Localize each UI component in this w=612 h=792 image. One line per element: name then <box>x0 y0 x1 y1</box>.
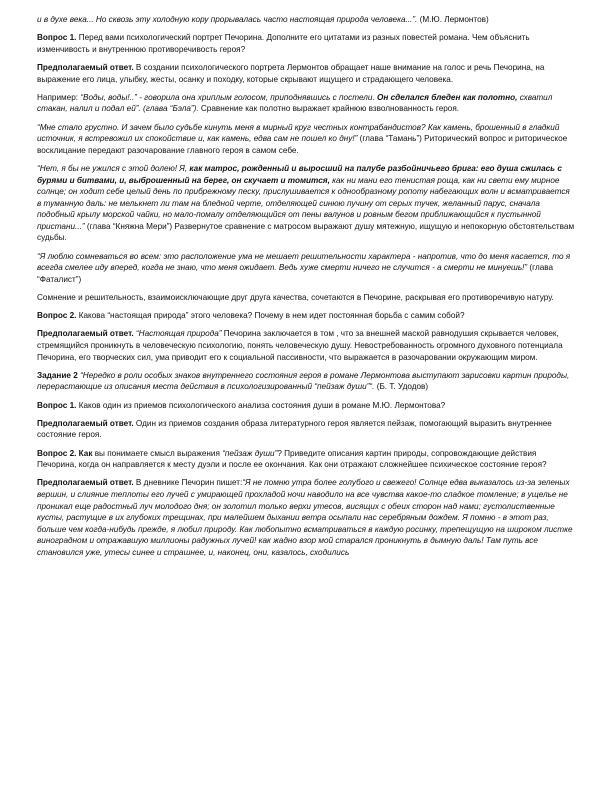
paragraph <box>37 328 575 363</box>
paragraph <box>37 92 575 115</box>
text-run: Предполагаемый ответ. <box>37 62 134 72</box>
text-run: Вопрос 1. <box>37 400 77 410</box>
paragraph <box>37 62 575 85</box>
paragraph <box>37 477 575 558</box>
text-run: (М.Ю. Лермонтов) <box>417 15 489 24</box>
text-run: Вопрос 2. <box>37 311 77 321</box>
document-page <box>37 14 575 565</box>
text-run: выражает крайнюю взволнованность героя. <box>290 104 460 114</box>
text-run: как матрос, рожденный и выросший на палубе разбойничьего брига: его душа сжилась с бурями и битвами, и, выброшенный на берег, он скучает и томится, <box>37 163 562 185</box>
paragraph <box>37 251 575 286</box>
text-run: Один из приемов создания образа литературного героя является пейзаж, помогающий выразить внутреннее состояние героя. <box>37 418 552 440</box>
text-run: (глава “Княжна Мери”) Развернутое сравнение с матросом выражают душу мятежную, ищущую и непокорную обстоятельствам судьбы. <box>37 221 575 243</box>
text-run: “пейзаж души” <box>222 448 278 458</box>
text-run: Он сделался бледен как полотно, <box>377 92 518 102</box>
text-run: “Я люблю сомневаться во всем: это расположение ума не мешает решительности характера - напротив, что до меня касается, то я всегда смелее иду вперед, когда не знаю, что меня ожидает. Ведь хуже смерти ничего не случится - а смерти не минуешь!” <box>37 251 571 273</box>
text-run: Вопрос 1. <box>37 33 77 43</box>
paragraph <box>37 448 575 471</box>
paragraph <box>37 14 575 26</box>
paragraph <box>37 163 575 244</box>
text-run: Какова “настоящая природа” этого человека? Почему в нем идет постоянная борьба с самим собой? <box>76 311 465 321</box>
text-run: Сомнение и решительность, взаимоисключающие друг друга качества, сочетаются в Печорине, раскрывая его противоречивую натуру. <box>37 293 554 303</box>
paragraph <box>37 418 575 441</box>
text-run: В дневнике Печорин пишет: <box>133 478 243 488</box>
text-run: (Б. Т. Удодов) <box>374 382 429 392</box>
text-run: “Воды, воды!..” - говорила она хриплым голосом, приподнявшись с постели. <box>80 92 378 102</box>
text-run: вы понимаете смысл выражения <box>92 448 223 458</box>
text-run: “Нередко в роли особых знаков внутреннего состояния героя в романе Лермонтова выступают зарисовки картин природы, перерастающие из описания места действия в психологизированный “пейзаж души”“. <box>37 370 570 392</box>
text-run: схватил стакан, налил и подал ей”. (глава “Бэла”). <box>37 92 553 114</box>
text-run: Сравнение как полотно <box>198 104 291 114</box>
text-run: Перед вами психологический портрет Печорина. Дополните его цитатами из разных повестей романа. Чем объяснить изменчивость и внутреннюю противоречивость героя? <box>37 33 530 54</box>
text-run: Каков один из приемов психологического анализа состояния души в романе М.Ю. Лермонтова? <box>76 400 446 410</box>
text-run: Вопрос 2. Как <box>37 448 93 458</box>
text-run: Печорина заключается в том , что за внешней маской равнодушия скрывается человек, стремящийся проникнуть в человеческую психологию, понять человеческую душу. Невостребованность огромного духовного потенциала Печорина, его творческих сил, ума приводит его к социальной пассивности, что выражается в разочаровании окружающим миром. <box>37 329 563 362</box>
text-run: Предполагаемый ответ. <box>37 329 134 339</box>
text-run: “Настоящая природа” <box>133 329 222 339</box>
text-run: “Я не помню утра более голубого и свежего! Солнце едва выказалось из-за зеленых вершин, и слияние теплоты его лучей с умирающей прохладой ночи наводило на все чувства какое-то сладкое томление; в ущелье не проникал еще радостный луч молодого дня; он золотил только верхи утесов, висящих с обеих сторон над нами; густолиственные кусты, растущие в их глубоких трещинах, при малейшем дыхании ветра осыпали нас серебряным дождем. Я помню - в этот раз, больше чем когда-нибудь прежде, я любил природу. Как любопытно всматриваться в каждую росинку, трепещущую на широком листке виноградном и отражавшую миллионы радужных лучей! как жадно взор мой старался проникнуть в дымную даль! Там путь все становился уже, утесы синее и страшнее, и, наконец, они, казалось, сходились <box>37 478 573 557</box>
text-run: ? Приведите описания картин природы, сопровождающие действия Печорина, когда он направляется к месту дуэли и после ее окончания. Как они отражают сложнейшее психическое состояние героя? <box>37 448 547 470</box>
text-run: Например: <box>37 92 81 102</box>
paragraph <box>37 370 575 393</box>
text-run: (глава “Фаталист”) <box>37 263 554 284</box>
text-run: как ни мани его тенистая роща, как ни свети ему мирное солнце; он ходит себе целый день по прибрежному песку, прислушивается к однообразному ропоту набегающих волн и всматривается в туманную даль: не мелькнет ли там на бледной черте, отделяющей синюю пучину от серых тучек, желанный парус, сначала подобный крылу морской чайки, но мало-помалу отделяющийся от пены валунов и ровным бегом приближающийся к пустынной пристани...” <box>37 175 570 231</box>
text-run: Предполагаемый ответ. <box>37 478 134 488</box>
text-run: “Мне стало грустно. И зачем было судьбе кинуть меня в мирный круг честных контрабандистов? Как камень, брошенный в гладкий источник, я встревожил их спокойствие и, как камень, едва сам не пошел ко дну!” <box>37 122 560 144</box>
paragraph <box>37 292 575 304</box>
paragraph <box>37 310 575 322</box>
text-run: “Нет, я бы не ужился с этой долею! Я, <box>37 163 190 173</box>
paragraph <box>37 122 575 157</box>
paragraph <box>37 400 575 412</box>
text-run: (глава “Тамань”) Риторический вопрос и риторическое восклицание передают разочарование главного героя в самом себе. <box>37 134 568 155</box>
text-run: Предполагаемый ответ. <box>37 418 134 428</box>
paragraph <box>37 32 575 55</box>
text-run: Задание 2 <box>37 370 78 380</box>
text-run: и в духе века... Но сквозь эту холодную кору прорывалась часто настоящая природа человека...”. <box>37 15 418 24</box>
text-run: В создании психологического портрета Лермонтов обращает наше внимание на голос и речь Печорина, на выражение его лица, улыбку, жесты, осанку и походку, которые скрывают ищущего и страдающего человека. <box>37 62 545 84</box>
